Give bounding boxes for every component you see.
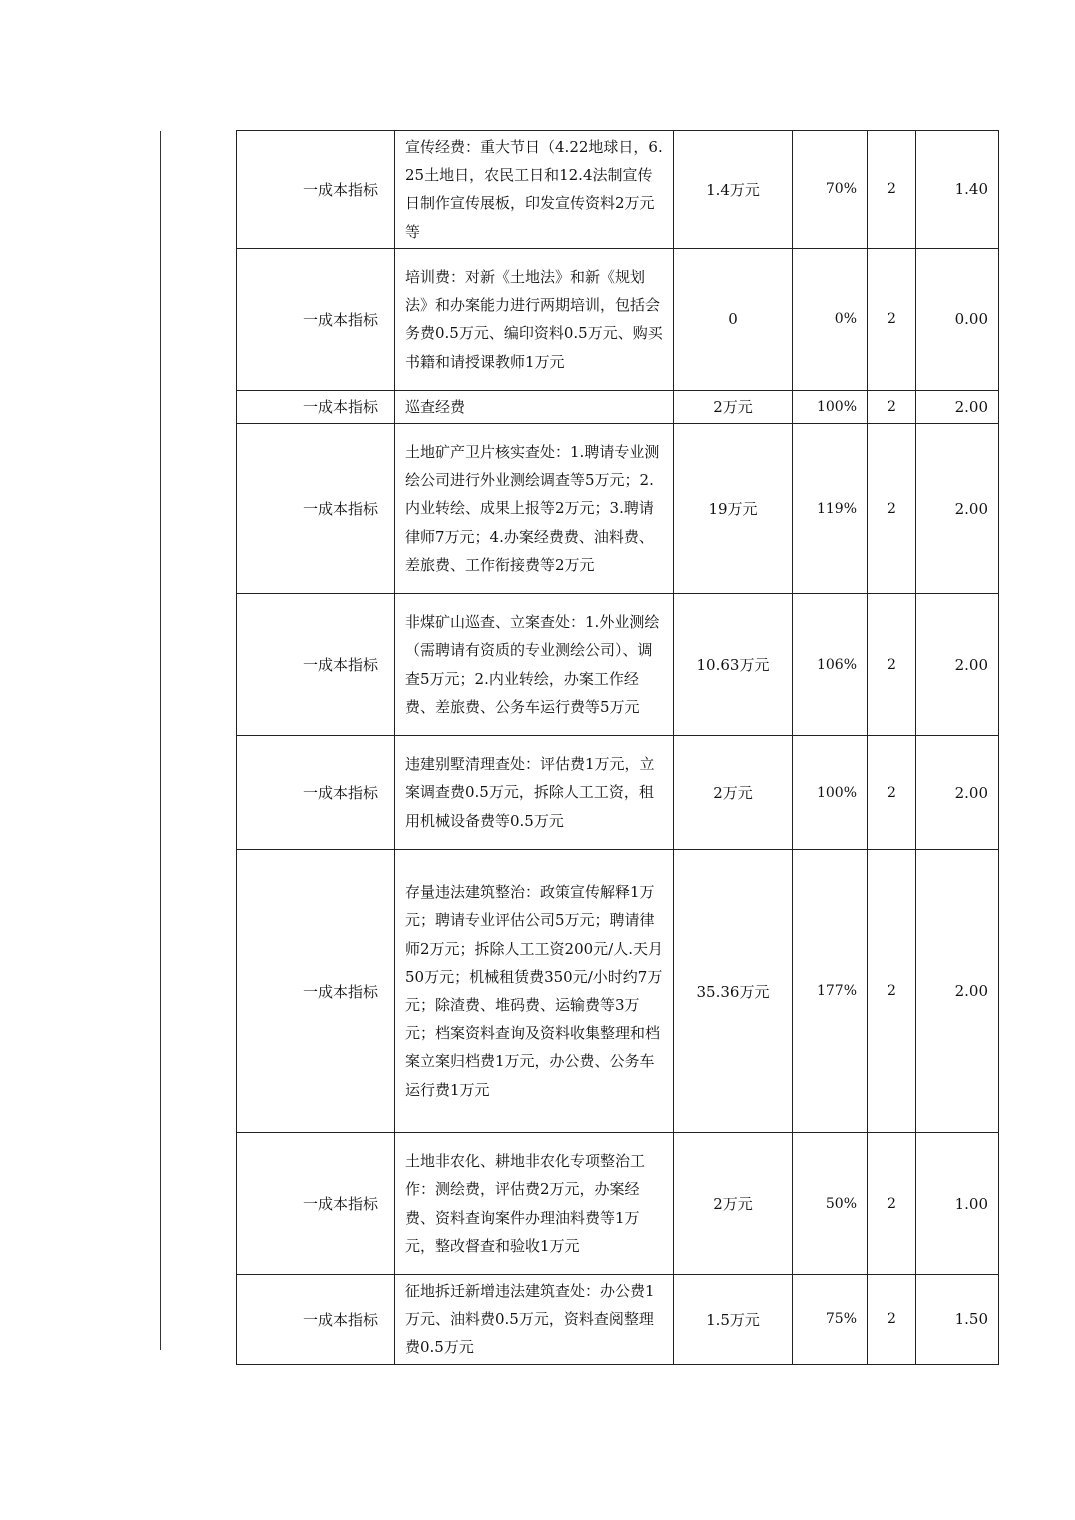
score-cell: 1.50 xyxy=(916,1275,999,1365)
completion-rate-cell: 50% xyxy=(793,1133,868,1275)
weight-cell: 2 xyxy=(868,1275,916,1365)
score-cell: 2.00 xyxy=(916,390,999,423)
actual-value-cell: 2万元 xyxy=(674,736,793,850)
weight-cell: 2 xyxy=(868,390,916,423)
indicator-cell: 一成本指标 xyxy=(237,424,395,594)
actual-value-cell: 1.4万元 xyxy=(674,131,793,249)
actual-value-cell: 1.5万元 xyxy=(674,1275,793,1365)
weight-cell: 2 xyxy=(868,1133,916,1275)
table-row xyxy=(237,594,999,736)
table-row xyxy=(237,248,999,390)
table-row xyxy=(237,131,999,249)
indicator-cell: 一成本指标 xyxy=(237,850,395,1133)
score-cell: 2.00 xyxy=(916,850,999,1133)
description-cell: 土地矿产卫片核实查处：1.聘请专业测绘公司进行外业测绘调查等5万元；2.内业转绘、成果上报等2万元；3.聘请律师7万元；4.办案经费费、油料费、差旅费、工作衔接费等2万元 xyxy=(395,424,674,594)
completion-rate-cell: 106% xyxy=(793,594,868,736)
description-cell: 宣传经费：重大节日（4.22地球日，6.25土地日，农民工日和12.4法制宣传日制作宣传展板，印发宣传资料2万元等 xyxy=(395,131,674,249)
description-cell: 非煤矿山巡查、立案查处：1.外业测绘（需聘请有资质的专业测绘公司）、调查5万元；2.内业转绘，办案工作经费、差旅费、公务车运行费等5万元 xyxy=(395,594,674,736)
weight-cell: 2 xyxy=(868,736,916,850)
table-row xyxy=(237,1133,999,1275)
score-cell: 2.00 xyxy=(916,736,999,850)
cost-indicator-table xyxy=(236,130,999,1365)
indicator-cell: 一成本指标 xyxy=(237,736,395,850)
score-cell: 2.00 xyxy=(916,594,999,736)
completion-rate-cell: 100% xyxy=(793,736,868,850)
table-row xyxy=(237,390,999,423)
actual-value-cell: 2万元 xyxy=(674,1133,793,1275)
completion-rate-cell: 119% xyxy=(793,424,868,594)
left-margin-rule xyxy=(160,131,161,1350)
indicator-cell: 一成本指标 xyxy=(237,1133,395,1275)
weight-cell: 2 xyxy=(868,248,916,390)
completion-rate-cell: 0% xyxy=(793,248,868,390)
table-row xyxy=(237,736,999,850)
description-cell: 培训费：对新《土地法》和新《规划法》和办案能力进行两期培训，包括会务费0.5万元、编印资料0.5万元、购买书籍和请授课教师1万元 xyxy=(395,248,674,390)
actual-value-cell: 35.36万元 xyxy=(674,850,793,1133)
indicator-cell: 一成本指标 xyxy=(237,131,395,249)
description-cell: 违建别墅清理查处：评估费1万元，立案调查费0.5万元，拆除人工工资，租用机械设备费等0.5万元 xyxy=(395,736,674,850)
actual-value-cell: 19万元 xyxy=(674,424,793,594)
completion-rate-cell: 75% xyxy=(793,1275,868,1365)
weight-cell: 2 xyxy=(868,131,916,249)
completion-rate-cell: 177% xyxy=(793,850,868,1133)
indicator-cell: 一成本指标 xyxy=(237,390,395,423)
score-cell: 2.00 xyxy=(916,424,999,594)
score-cell: 1.40 xyxy=(916,131,999,249)
actual-value-cell: 0 xyxy=(674,248,793,390)
table-row xyxy=(237,850,999,1133)
indicator-cell: 一成本指标 xyxy=(237,594,395,736)
description-cell: 土地非农化、耕地非农化专项整治工作：测绘费，评估费2万元，办案经费、资料查询案件办理油料费等1万元，整改督查和验收1万元 xyxy=(395,1133,674,1275)
description-cell: 征地拆迁新增违法建筑查处：办公费1万元、油料费0.5万元，资料查阅整理费0.5万元 xyxy=(395,1275,674,1365)
weight-cell: 2 xyxy=(868,850,916,1133)
actual-value-cell: 10.63万元 xyxy=(674,594,793,736)
table-row xyxy=(237,424,999,594)
indicator-cell: 一成本指标 xyxy=(237,1275,395,1365)
actual-value-cell: 2万元 xyxy=(674,390,793,423)
weight-cell: 2 xyxy=(868,594,916,736)
weight-cell: 2 xyxy=(868,424,916,594)
table-row xyxy=(237,1275,999,1365)
score-cell: 1.00 xyxy=(916,1133,999,1275)
completion-rate-cell: 70% xyxy=(793,131,868,249)
completion-rate-cell: 100% xyxy=(793,390,868,423)
score-cell: 0.00 xyxy=(916,248,999,390)
indicator-cell: 一成本指标 xyxy=(237,248,395,390)
description-cell: 存量违法建筑整治：政策宣传解释1万元；聘请专业评估公司5万元；聘请律师2万元；拆除人工工资200元/人.天月50万元；机械租赁费350元/小时约7万元；除渣费、堆码费、运输费等3万元；档案资料查询及资料收集整理和档案立案归档费1万元，办公费、公务车运行费1万元 xyxy=(395,850,674,1133)
description-cell: 巡查经费 xyxy=(395,390,674,423)
